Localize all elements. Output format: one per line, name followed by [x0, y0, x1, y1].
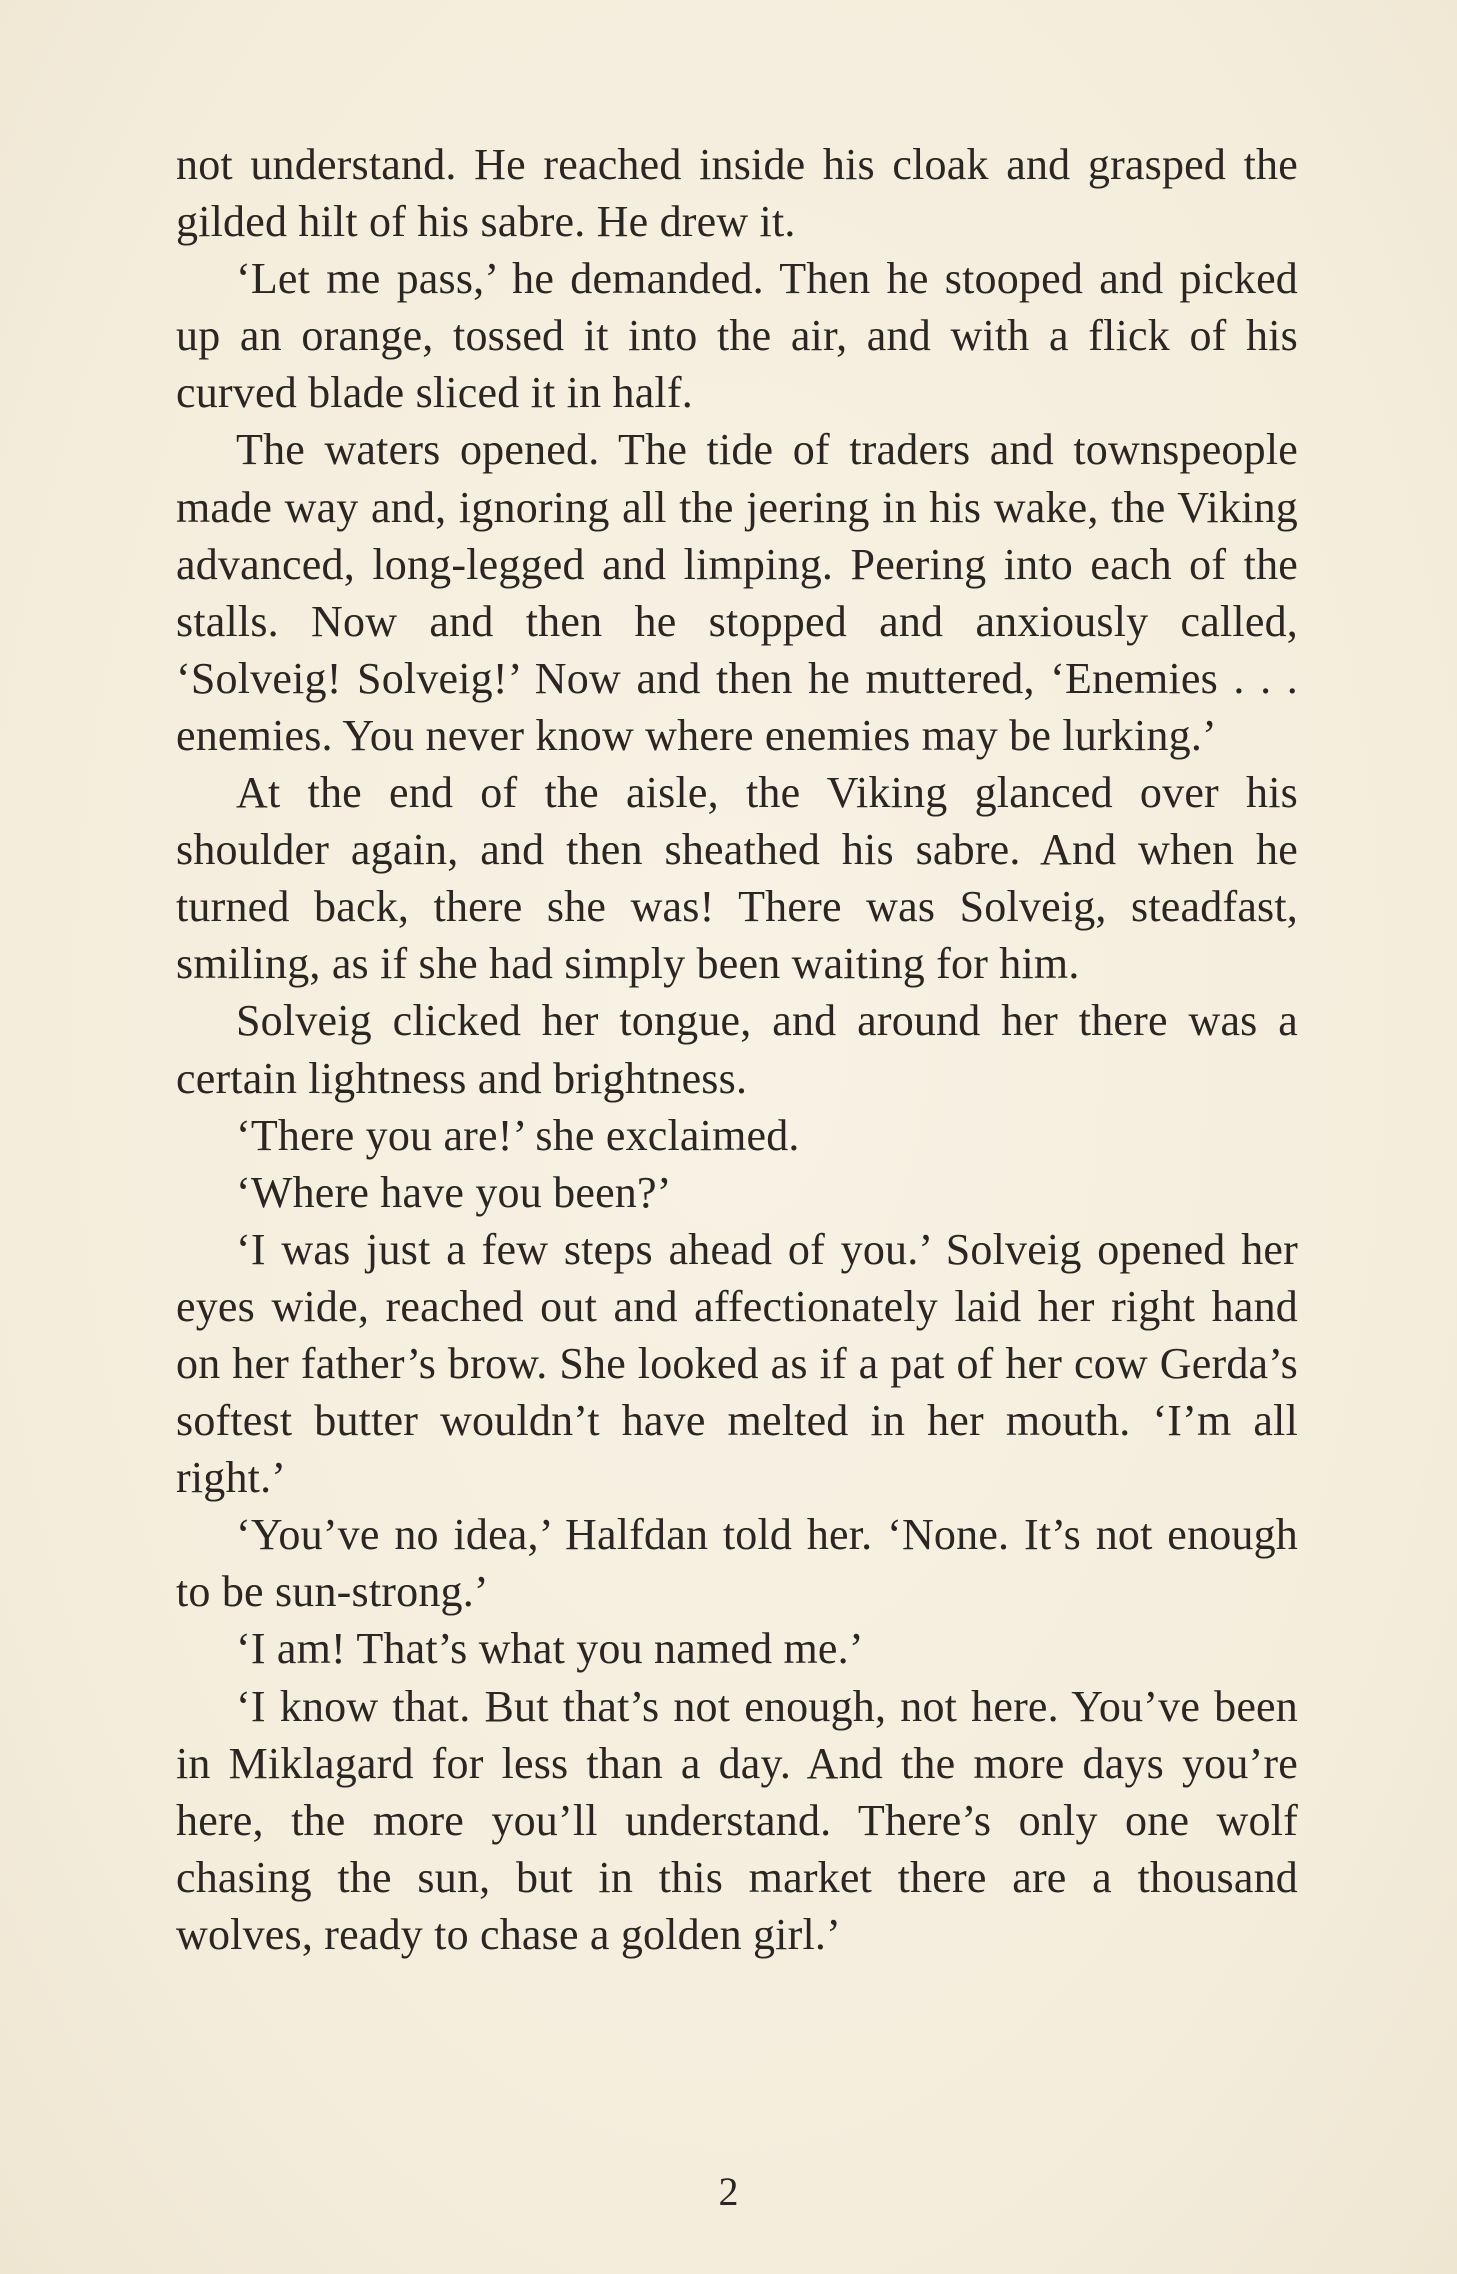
paragraph: ‘Let me pass,’ he demanded. Then he stooped and picked up an orange, tossed it into the air, and with a flick of his curved blade sliced it in half.	[176, 254, 1298, 418]
paragraph: ‘Where have you been?’	[236, 1167, 672, 1217]
paragraph: The waters opened. The tide of traders and townspeople made way and, ignoring all the jeering in his wake, the Viking advanced, long-legged and limping. Peering into each of the stalls. Now and then he stopped and anxiously called, ‘Solveig! Solveig!’ Now and then he muttered, ‘Enemies . . . enemies. You never know where enemies may be lurking.’	[176, 425, 1298, 760]
paragraph: At the end of the aisle, the Viking glanced over his shoulder again, and then sheathed his sabre. And when he turned back, there she was! There was Solveig, steadfast, smiling, as if she had simply been waiting for him.	[176, 768, 1298, 989]
paragraph: ‘I was just a few steps ahead of you.’ Solveig opened her eyes wide, reached out and affectionately laid her right hand on her father’s brow. She looked as if a pat of her cow Gerda’s softest butter wouldn’t have melted in her mouth. ‘I’m all right.’	[176, 1224, 1298, 1503]
paragraph: ‘I am! That’s what you named me.’	[236, 1624, 864, 1674]
paragraph: ‘There you are!’ she exclaimed.	[236, 1110, 800, 1160]
paragraph: not understand. He reached inside his cloak and grasped the gilded hilt of his sabre. He drew it.	[176, 140, 1298, 247]
paragraph: Solveig clicked her tongue, and around her there was a certain lightness and brightness.	[176, 996, 1298, 1103]
body-text	[176, 136, 1298, 1963]
paragraph: ‘I know that. But that’s not enough, not here. You’ve been in Miklagard for less than a day. And the more days you’re here, the more you’ll understand. There’s only one wolf chasing the sun, but in this market there are a thousand wolves, ready to chase a golden girl.’	[176, 1681, 1298, 1959]
page-number: 2	[718, 2169, 739, 2214]
paragraph: ‘You’ve no idea,’ Halfdan told her. ‘None. It’s not enough to be sun-strong.’	[176, 1510, 1298, 1617]
